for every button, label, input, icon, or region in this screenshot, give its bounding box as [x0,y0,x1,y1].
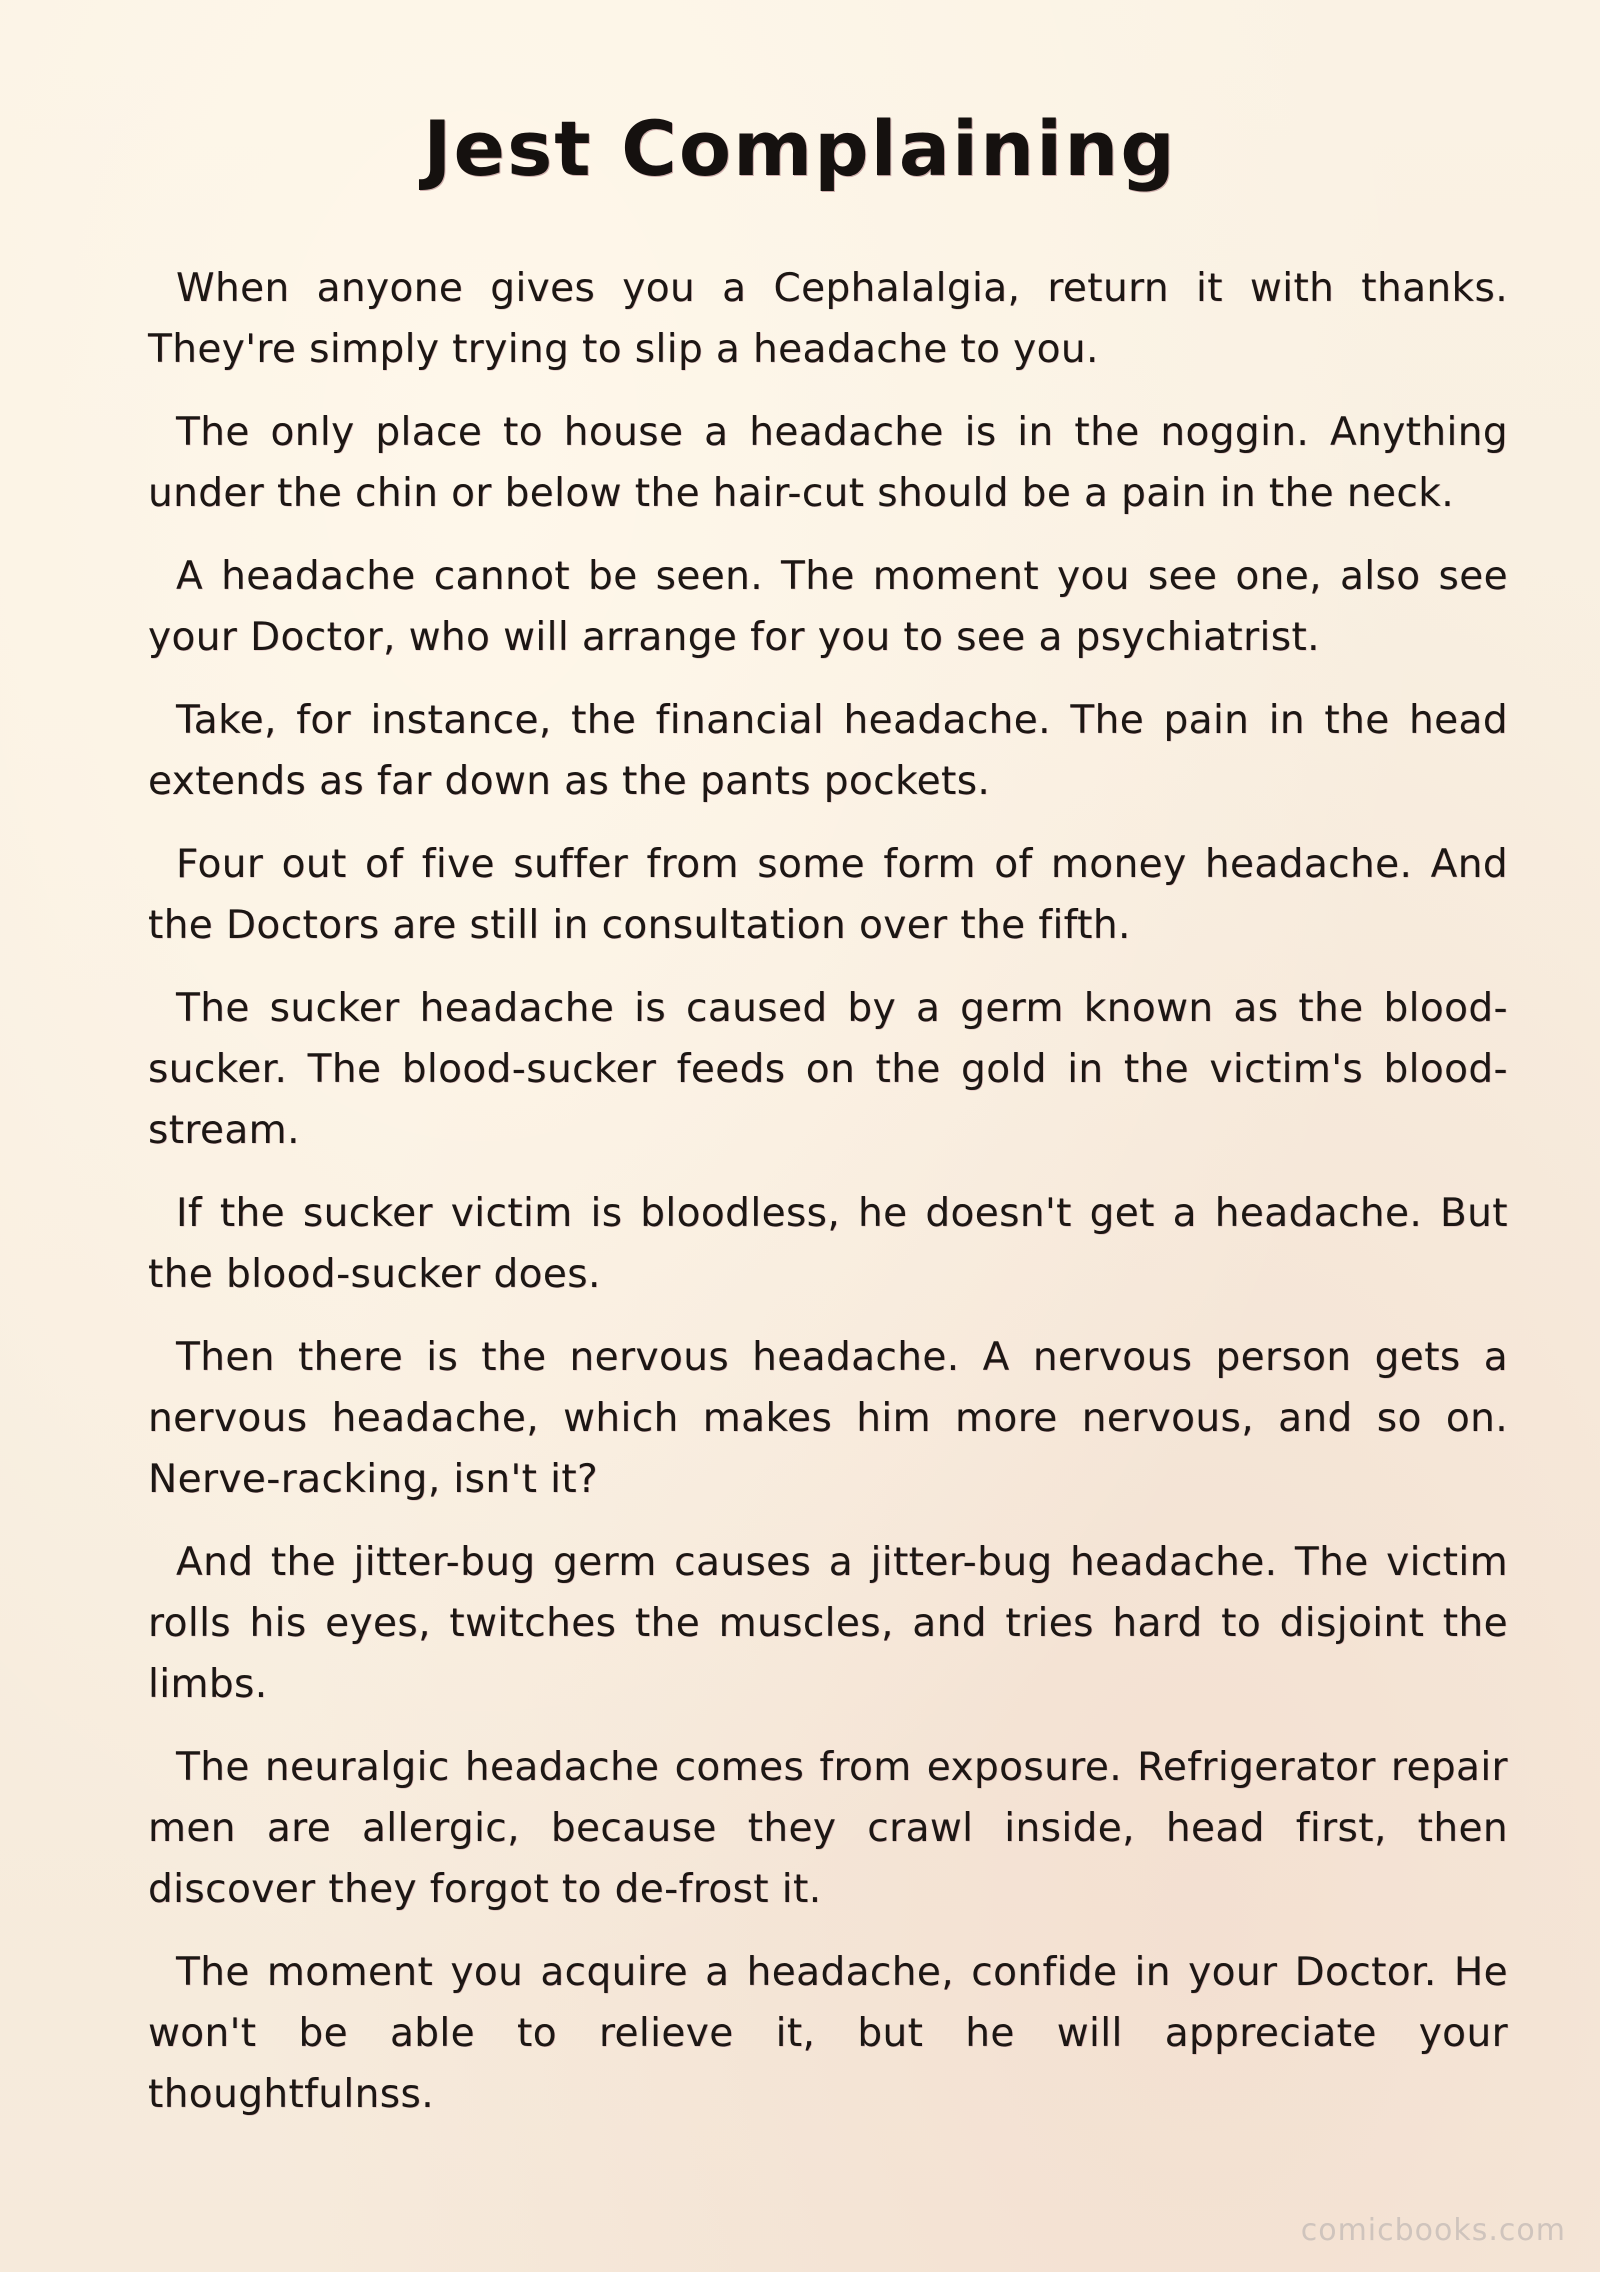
page-title: Jest Complaining [423,104,1177,193]
paragraph-9: And the jitter-bug germ causes a jitter-bug headache. The victim rolls his eyes, twitches the muscles, and tries hard to disjoint the limbs. [148,1540,1508,1707]
paragraph-2: The only place to house a headache is in the noggin. Anything under the chin or below the hair-cut should be a pain in the neck. [148,410,1508,516]
article-body [148,258,1508,2147]
paragraph-8: Then there is the nervous headache. A nervous person gets a nervous headache, which makes him more nervous, and so on. Nerve-racking, isn't it? [148,1335,1508,1502]
paragraph-6: The sucker headache is caused by a germ known as the blood-sucker. The blood-sucker feeds on the gold in the victim's blood-stream. [148,986,1508,1153]
paragraph-4: Take, for instance, the financial headache. The pain in the head extends as far down as the pants pockets. [148,698,1508,804]
paragraph-11: The moment you acquire a headache, confide in your Doctor. He won't be able to relieve it, but he will appreciate your thoughtfulnss. [148,1950,1508,2117]
paragraph-3: A headache cannot be seen. The moment you see one, also see your Doctor, who will arrange for you to see a psychiatrist. [148,554,1508,660]
paragraph-10: The neuralgic headache comes from exposure. Refrigerator repair men are allergic, because they crawl inside, head first, then discover they forgot to de-frost it. [148,1745,1508,1912]
paragraph-1: When anyone gives you a Cephalalgia, return it with thanks. They're simply trying to slip a headache to you. [148,266,1508,372]
watermark: comicbooks.com [1300,2213,1566,2248]
paragraph-5: Four out of five suffer from some form of money headache. And the Doctors are still in consultation over the fifth. [148,842,1508,948]
paragraph-7: If the sucker victim is bloodless, he doesn't get a headache. But the blood-sucker does. [148,1191,1508,1297]
